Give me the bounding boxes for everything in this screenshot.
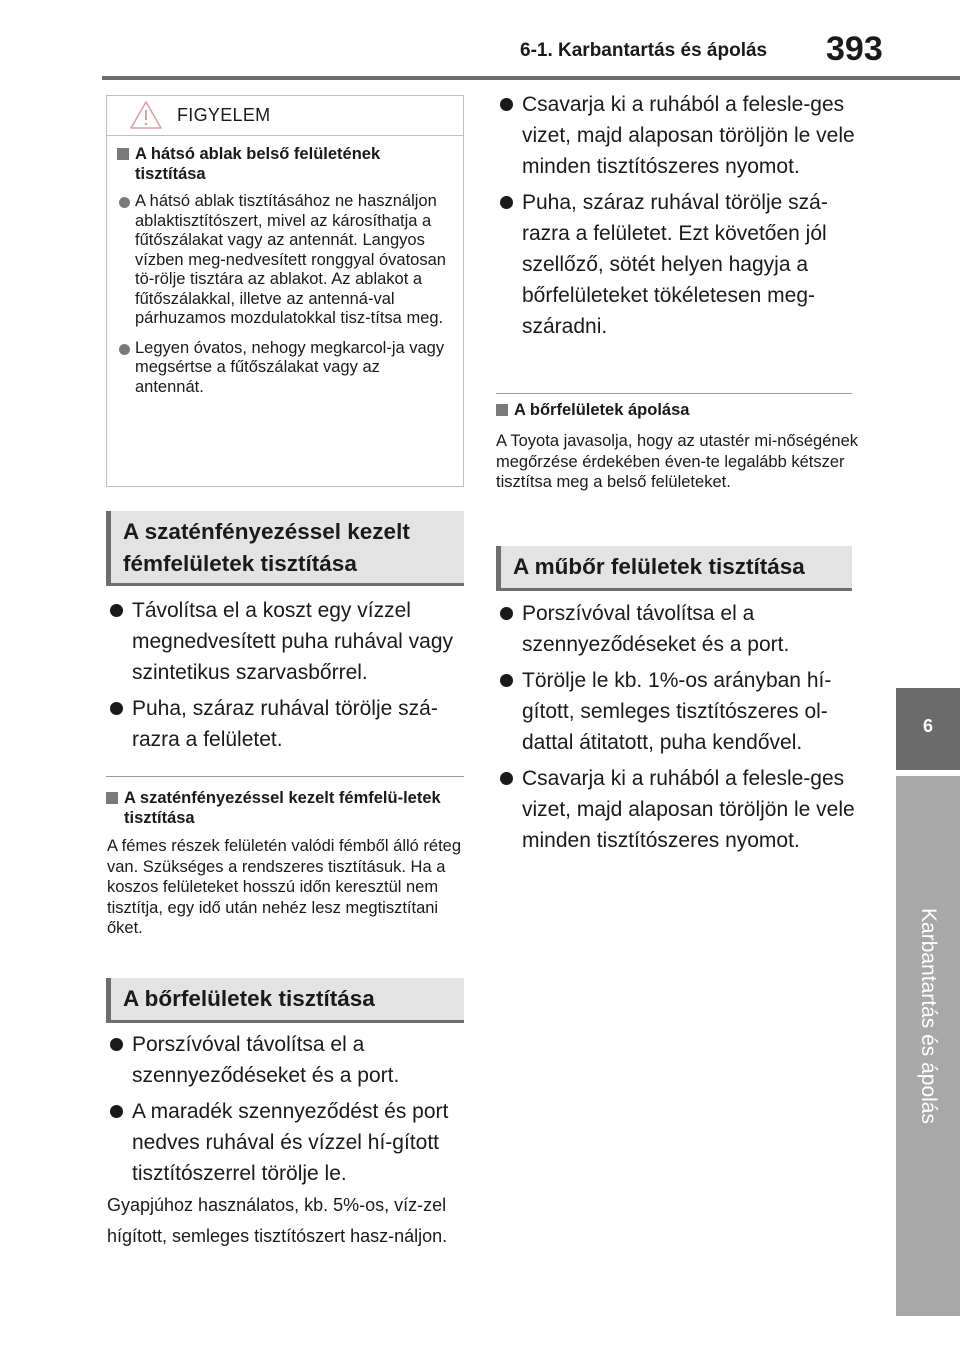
leather-instructions [106,1029,466,1194]
warning-item [117,339,453,398]
warning-item [117,192,453,329]
section-heading-leather [106,978,464,1023]
square-bullet-icon [106,792,118,804]
subsection-divider [106,776,464,777]
chapter-title: Karbantartás és ápolás [917,908,940,1124]
list-item: Puha, száraz ruhával törölje szá-razra a felületet. [106,693,466,755]
subsection-title-text: A bőrfelületek ápolása [514,401,690,419]
list-item: Puha, száraz ruhával törölje szá-razra a felületet. Ezt követően jól szellőző, sötét helyen hagyja a bőrfelületeket tökéletesen meg-száradni. [496,187,856,342]
note-text: Gyapjúhoz használatos, kb. 5%-os, víz-zel hígított, semleges tisztítószert hasz-náljon. [107,1195,448,1246]
warning-body [107,136,463,397]
subsection-title [496,400,858,420]
section-heading-line: A szaténfényezéssel kezelt [123,519,410,544]
warning-box [106,95,464,487]
header-divider [102,76,960,80]
subsection-text: A fémes részek felületén valódi fémből álló réteg van. Szükséges a rendszeres tisztításuk. Ha a koszos felületeket hosszú időn keresztül nem tisztítja, egy idő után nehéz lesz megtisztítani őket. [107,837,462,937]
circle-bullet-icon [119,197,130,208]
section-heading-satin-metal [106,511,464,586]
subsection-divider [496,393,852,394]
section-heading-synthetic-leather [496,546,852,591]
page-header-title: 6-1. Karbantartás és ápolás [520,40,768,61]
warning-item-text: A hátsó ablak tisztításához ne használjon ablaktisztítószert, mivel az károsíthatja a fűtőszálakat vagy az antennát. Langyos vízben meg-nedvesített ronggyal óvatosan tö-rölje tisztára az ablakot. Az ablakot a fűtőszálakkal, illetve az antenná-val párhuzamos mozdulatokkal tisz-títsa meg. [135,192,446,327]
circle-bullet-icon [119,344,130,355]
list-item: A maradék szennyeződést és port nedves ruhával és vízzel hí-gított tisztítószerrel törölje le. [106,1096,466,1189]
warning-header [107,96,463,136]
warning-triangle-icon [129,100,163,130]
section-heading-text: A bőrfelületek tisztítása [123,986,375,1011]
list-item: Porszívóval távolítsa el a szennyeződéseket és a port. [496,598,856,660]
satin-metal-instructions [106,595,466,760]
synthetic-leather-instructions [496,598,856,861]
warning-item-text: Legyen óvatos, nehogy megkarcol-ja vagy megsértse a fűtőszálakat vagy az antennát. [135,338,445,396]
warning-subtitle [117,144,453,184]
subsection-title [106,788,468,828]
section-heading-text: A műbőr felületek tisztítása [513,554,805,579]
subsection-title-text: A szaténfényezéssel kezelt fémfelü-letek tisztítása [124,789,441,827]
list-item: Csavarja ki a ruhából a felesle-ges vizet, majd alaposan töröljön le vele minden tisztítószeres nyomot. [496,763,856,856]
square-bullet-icon [117,148,129,160]
section-heading-line: fémfelületek tisztítása [123,551,357,576]
square-bullet-icon [496,404,508,416]
warning-title: FIGYELEM [177,105,271,125]
leather-instructions-continued [496,89,856,347]
list-item: Távolítsa el a koszt egy vízzel megnedvesített puha ruhával vagy szintetikus szarvasbőrrel. [106,595,466,688]
list-item: Csavarja ki a ruhából a felesle-ges vizet, majd alaposan töröljön le vele minden tisztítószeres nyomot. [496,89,856,182]
page-number: 393 [826,30,883,68]
chapter-number: 6 [922,716,933,736]
warning-subtitle-text: A hátsó ablak belső felületének tisztítása [135,145,381,183]
subsection-text: A Toyota javasolja, hogy az utastér mi-nőségének megőrzése érdekében éven-te legalább kétszer tisztítsa meg a belső felületeket. [496,432,858,491]
list-item: Porszívóval távolítsa el a szennyeződéseket és a port. [106,1029,466,1091]
list-item: Törölje le kb. 1%-os arányban hí-gított, semleges tisztítószeres ol-dattal átitatott, puha kendővel. [496,665,856,758]
